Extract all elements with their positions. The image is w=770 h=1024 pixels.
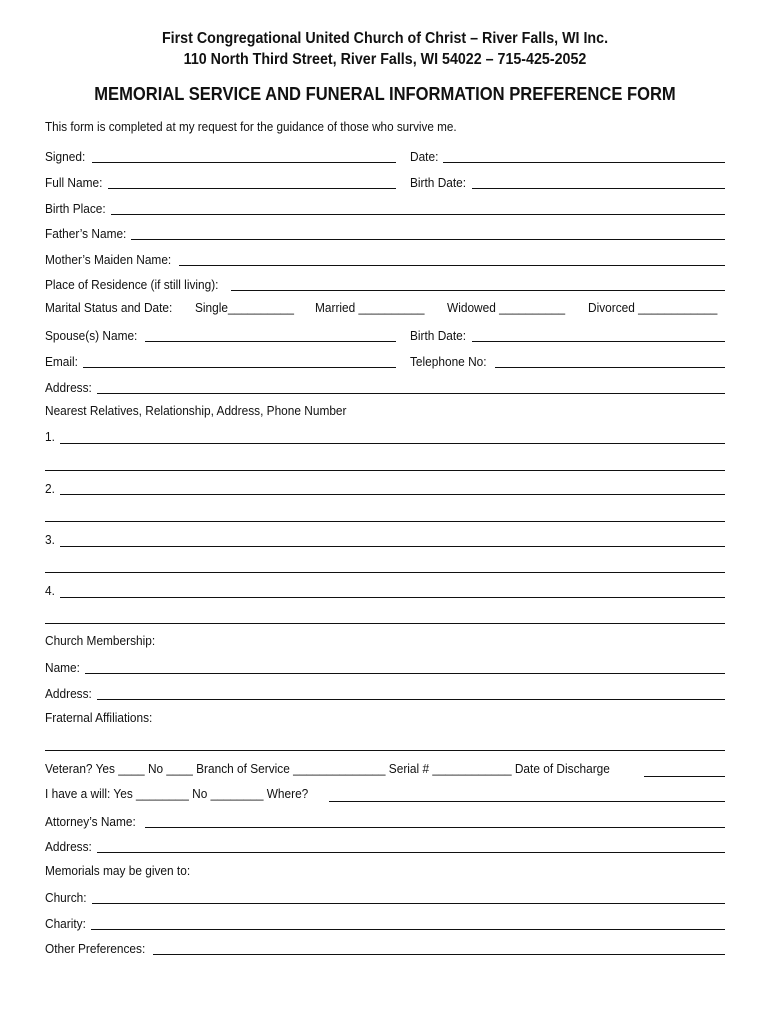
spouse-birth-date-label: Birth Date:: [410, 328, 467, 343]
birth-place-field[interactable]: [111, 201, 725, 215]
veteran-line[interactable]: Veteran? Yes ____ No ____ Branch of Service ______________ Serial # ____________ Date of Discharge: [45, 761, 610, 776]
marital-divorced-option[interactable]: Divorced ____________: [588, 300, 718, 315]
marital-single-option[interactable]: Single__________: [195, 300, 295, 315]
birth-date-field[interactable]: [472, 175, 725, 189]
relative-4-label: 4.: [45, 583, 55, 598]
memorial-charity-label: Charity:: [45, 916, 86, 931]
full-name-label: Full Name:: [45, 175, 103, 190]
residence-label: Place of Residence (if still living):: [45, 277, 219, 292]
date-label: Date:: [410, 149, 439, 164]
address-row: [45, 378, 97, 396]
church-address-row: [45, 684, 97, 702]
church-address-field[interactable]: [97, 686, 725, 700]
telephone-field[interactable]: [495, 354, 725, 368]
telephone-label: Telephone No:: [410, 354, 487, 369]
attorney-name-label: Attorney’s Name:: [45, 814, 136, 829]
relative-4-field[interactable]: [60, 584, 725, 598]
signed-row: [45, 147, 90, 165]
attorney-address-label: Address:: [45, 839, 92, 854]
relative-3-extra-line[interactable]: [45, 571, 725, 573]
attorney-name-row: [45, 812, 146, 830]
date-field[interactable]: [443, 149, 725, 163]
email-field[interactable]: [83, 354, 396, 368]
fathers-name-row: [45, 224, 135, 242]
fraternal-affiliations-label: Fraternal Affiliations:: [45, 710, 153, 725]
memorial-church-field[interactable]: [92, 890, 725, 904]
birth-place-row: [45, 199, 112, 217]
marital-widowed-option[interactable]: Widowed __________: [447, 300, 566, 315]
church-name-field[interactable]: [85, 660, 725, 674]
form-intro: This form is completed at my request for the guidance of those who survive me.: [45, 119, 457, 134]
fraternal-affiliations-field[interactable]: [45, 749, 725, 751]
other-preferences-row: [45, 939, 156, 957]
telephone-row: [410, 352, 495, 370]
signed-field[interactable]: [92, 149, 396, 163]
memorial-charity-field[interactable]: [91, 916, 725, 930]
spouse-name-label: Spouse(s) Name:: [45, 328, 138, 343]
date-row: [410, 147, 442, 165]
memorial-church-label: Church:: [45, 890, 87, 905]
full-name-row: [45, 173, 109, 191]
other-preferences-label: Other Preferences:: [45, 941, 146, 956]
birth-place-label: Birth Place:: [45, 201, 106, 216]
birth-date-label: Birth Date:: [410, 175, 467, 190]
relative-3-label: 3.: [45, 532, 55, 547]
residence-field[interactable]: [231, 277, 725, 291]
church-membership-heading: Church Membership:: [45, 633, 156, 648]
mothers-maiden-name-field[interactable]: [179, 252, 725, 266]
relative-2-extra-line[interactable]: [45, 520, 725, 522]
will-location-field[interactable]: [329, 788, 725, 802]
relative-3-field[interactable]: [60, 533, 725, 547]
other-preferences-field[interactable]: [153, 941, 725, 955]
church-name-header: First Congregational United Church of Christ – River Falls, WI Inc.: [161, 30, 609, 47]
memorial-charity-row: [45, 914, 90, 932]
relatives-heading: Nearest Relatives, Relationship, Address, Phone Number: [45, 403, 347, 418]
form-title: MEMORIAL SERVICE AND FUNERAL INFORMATION PREFERENCE FORM: [94, 84, 676, 104]
relative-1-label: 1.: [45, 429, 55, 444]
relative-2-field[interactable]: [60, 481, 725, 495]
spouse-birth-date-field[interactable]: [472, 328, 725, 342]
residence-row: [45, 275, 238, 293]
birth-date-row: [410, 173, 472, 191]
signed-label: Signed:: [45, 149, 86, 164]
will-line[interactable]: I have a will: Yes ________ No ________ Where?: [45, 786, 309, 801]
fathers-name-label: Father’s Name:: [45, 226, 127, 241]
email-row: [45, 352, 82, 370]
fathers-name-field[interactable]: [131, 226, 725, 240]
attorney-address-row: [45, 837, 97, 855]
church-address-header: 110 North Third Street, River Falls, WI 54022 – 715-425-2052: [183, 51, 587, 68]
mothers-maiden-name-row: [45, 250, 185, 268]
marital-status-label: Marital Status and Date:: [45, 300, 173, 315]
relative-1-extra-line[interactable]: [45, 469, 725, 471]
full-name-field[interactable]: [108, 175, 396, 189]
spouse-name-row: [45, 326, 148, 344]
mothers-maiden-name-label: Mother’s Maiden Name:: [45, 252, 172, 267]
address-label: Address:: [45, 380, 92, 395]
spouse-name-field[interactable]: [145, 328, 396, 342]
memorial-church-row: [45, 888, 91, 906]
relative-4-extra-line[interactable]: [45, 622, 725, 624]
discharge-date-field[interactable]: [644, 763, 725, 777]
memorials-heading: Memorials may be given to:: [45, 863, 191, 878]
church-name-label: Name:: [45, 660, 80, 675]
marital-married-option[interactable]: Married __________: [315, 300, 425, 315]
attorney-name-field[interactable]: [145, 814, 725, 828]
church-address-label: Address:: [45, 686, 92, 701]
church-name-row: [45, 658, 84, 676]
relative-1-field[interactable]: [60, 430, 725, 444]
attorney-address-field[interactable]: [97, 839, 725, 853]
address-field[interactable]: [97, 380, 725, 394]
spouse-birth-date-row: [410, 326, 472, 344]
email-label: Email:: [45, 354, 78, 369]
relative-2-label: 2.: [45, 481, 55, 496]
